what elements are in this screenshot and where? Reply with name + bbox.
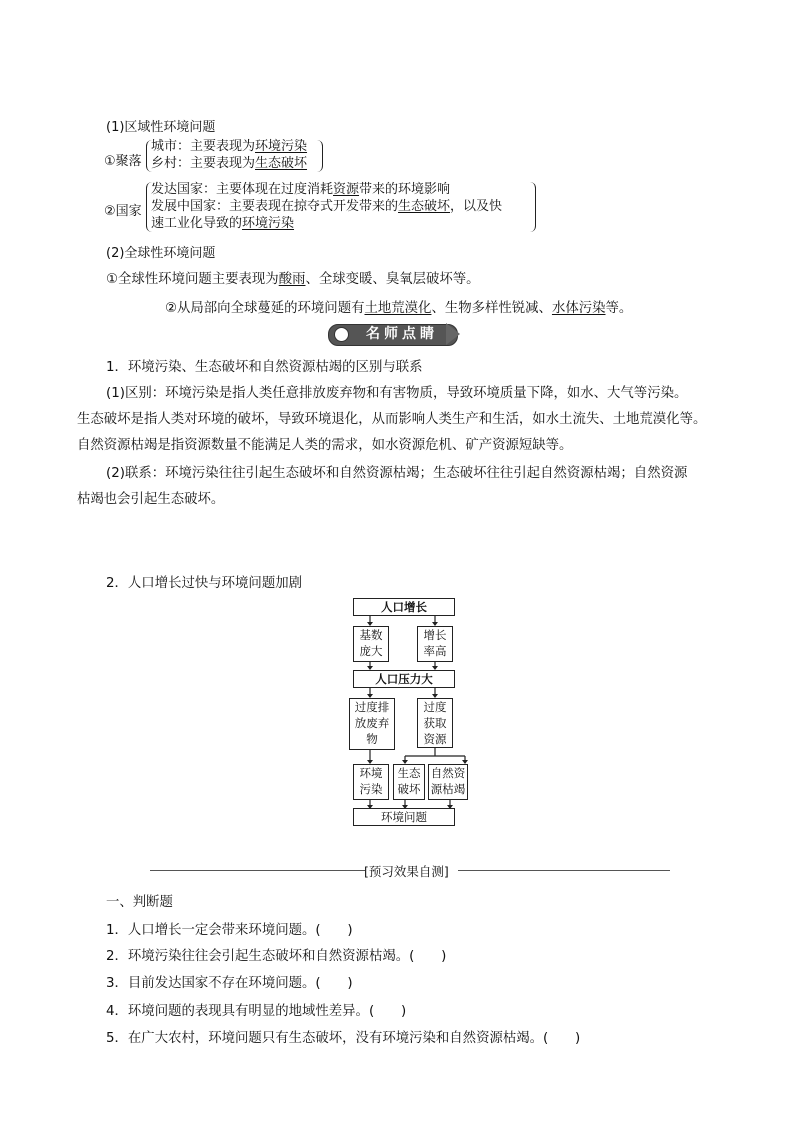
developing-line: 发展中国家：主要表现在掠夺式开发带来的生态破坏，以及快 [151,199,503,214]
flow-excess-discharge: 过度排 放废弃 物 [349,698,395,750]
question-1: 1．人口增长一定会带来环境问题。( ) [106,923,353,938]
flow-excess-resources: 过度 获取 资源 [417,698,453,748]
point1-p1-line1: (1)区别：环境污染是指人类任意排放废弃物和有害物质，导致环境质量下降，如水、大气等污染。 [106,386,688,401]
developing-line-2: 速工业化导致的环境污染 [151,216,295,231]
point1-p2-line1: (2)联系：环境污染往往引起生态破坏和自然资源枯竭；生态破坏往往引起自然资源枯竭；自然资源 [106,466,688,481]
global-heading: (2)全球性环境问题 [106,246,216,261]
settlement-brace-right [316,140,323,172]
tips-badge: 名师点睛 [328,323,466,345]
country-brace-right [529,182,536,232]
global-line-1: ①全球性环境问题主要表现为酸雨、全球变暖、臭氧层破坏等。 [106,272,480,287]
flow-env-pollution: 环境 污染 [353,764,389,800]
self-test-label: [预习效果自测] [364,864,449,879]
question-3: 3．目前发达国家不存在环境问题。( ) [106,976,353,991]
question-5: 5．在广大农村，环境问题只有生态破坏，没有环境污染和自然资源枯竭。( ) [106,1031,581,1046]
country-label: ②国家 [104,204,142,219]
flow-env-problems: 环境问题 [353,808,455,826]
flow-large-base: 基数 庞大 [353,626,389,662]
point1-title: 1．环境污染、生态破坏和自然资源枯竭的区别与联系 [106,360,423,375]
flow-eco-damage: 生态 破坏 [393,764,425,800]
settlement-label: ①聚落 [104,154,142,169]
flow-resource-depletion: 自然资 源枯竭 [428,764,468,800]
point1-p2-line2: 枯竭也会引起生态破坏。 [77,492,225,507]
point1-p1-line2: 生态破坏是指人类对环境的破坏，导致环境退化，从而影响人类生产和生活，如水土流失、土地荒漠化等。 [77,412,707,427]
city-line: 城市：主要表现为环境污染 [151,139,308,154]
question-2: 2．环境污染往往会引起生态破坏和自然资源枯竭。( ) [106,949,447,964]
point1-p1-line3: 自然资源枯竭是指资源数量不能满足人类的需求，如水资源危机、矿产资源短缺等。 [77,438,573,453]
village-line: 乡村：主要表现为生态破坏 [151,156,308,171]
question-4: 4．环境问题的表现具有明显的地域性差异。( ) [106,1004,407,1019]
developed-line: 发达国家：主要体现在过度消耗资源带来的环境影响 [151,182,451,197]
regional-heading: (1)区域性环境问题 [106,120,216,135]
pen-icon [334,327,349,342]
flow-population-growth: 人口增长 [353,598,455,616]
judge-section-title: 一、判断题 [106,895,173,910]
flow-high-rate: 增长 率高 [417,626,453,662]
point2-title: 2．人口增长过快与环境问题加剧 [106,576,302,591]
global-line-2: ②从局部向全球蔓延的环境问题有土地荒漠化、生物多样性锐减、水体污染等。 [165,301,633,316]
flow-population-pressure: 人口压力大 [353,670,455,688]
